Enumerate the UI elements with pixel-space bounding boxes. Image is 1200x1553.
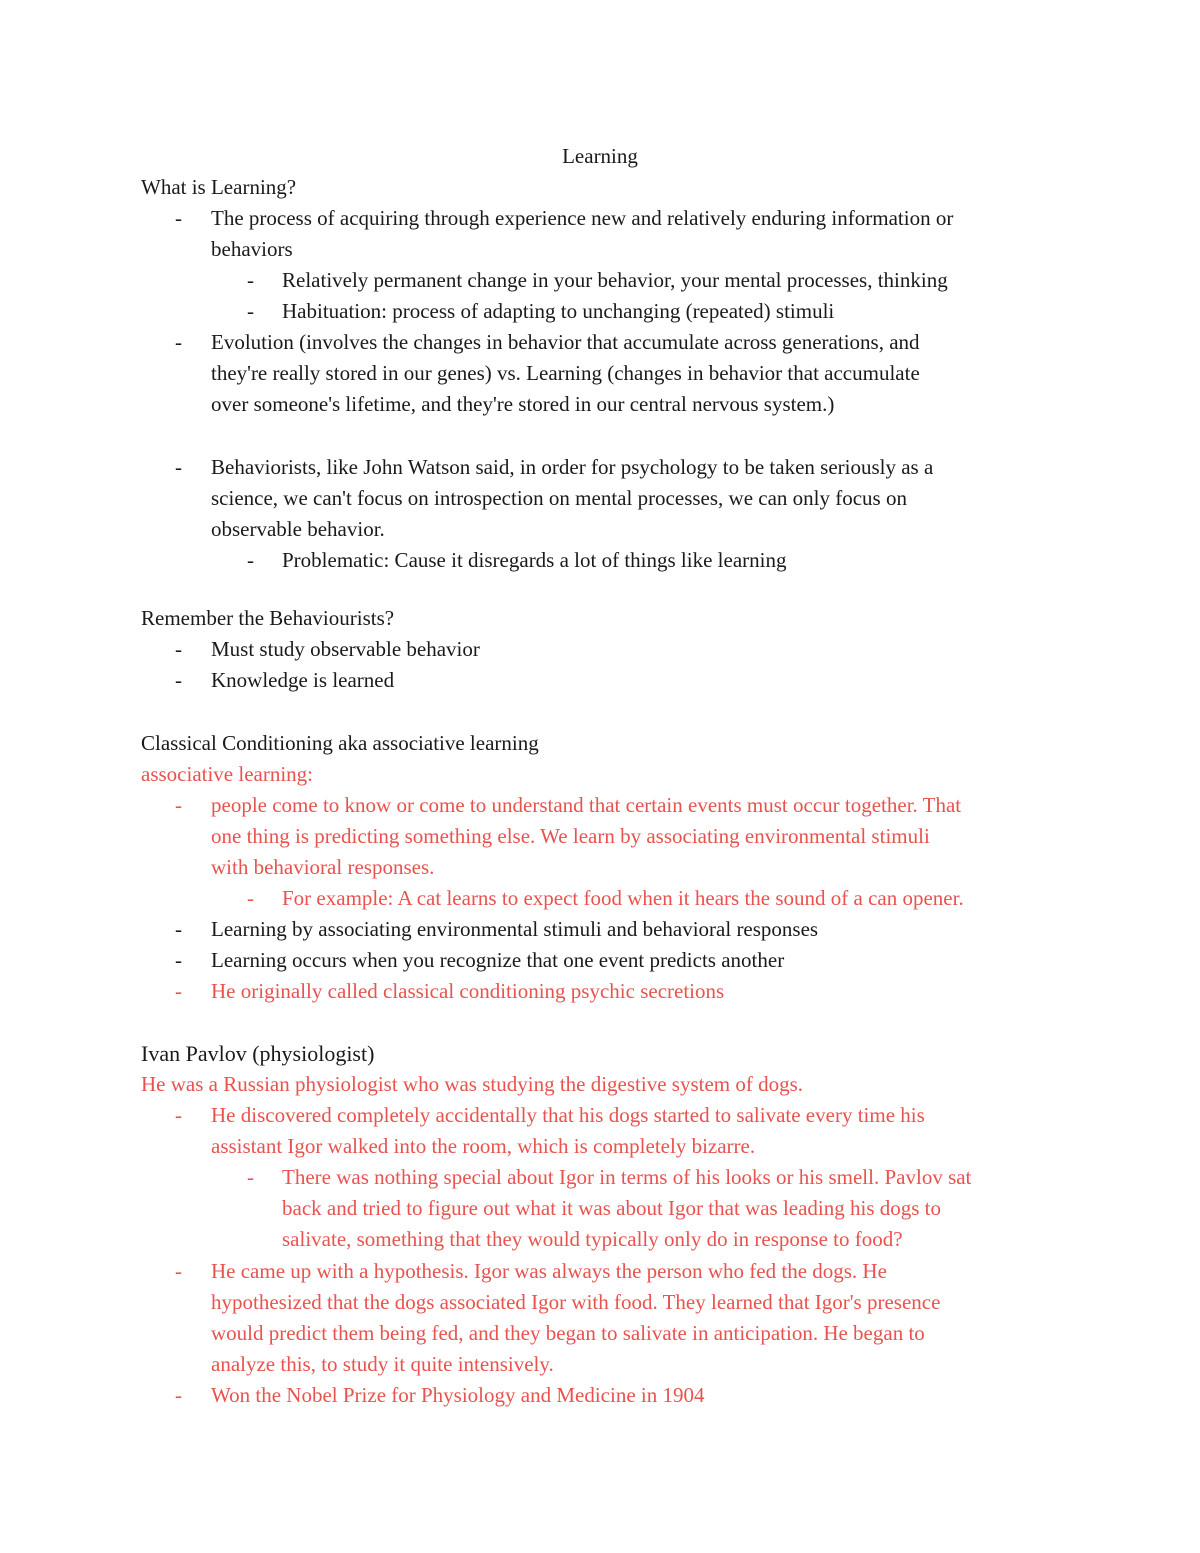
sub-bullet-dash: - xyxy=(247,268,254,292)
bullet-text: science, we can't focus on introspection on mental processes, we can only focus on xyxy=(211,486,907,510)
bullet-text: analyze this, to study it quite intensively. xyxy=(211,1352,554,1376)
bullet-dash: - xyxy=(175,1259,182,1283)
sub-bullet-text: Relatively permanent change in your behavior, your mental processes, thinking xyxy=(282,268,948,292)
bullet-text: hypothesized that the dogs associated Igor with food. They learned that Igor's presence xyxy=(211,1290,941,1314)
bullet-text: He came up with a hypothesis. Igor was always the person who fed the dogs. He xyxy=(211,1259,887,1283)
sub-bullet-dash: - xyxy=(247,1165,254,1189)
bullet-dash: - xyxy=(175,979,182,1003)
bullet-text: Knowledge is learned xyxy=(211,668,395,692)
bullet-dash: - xyxy=(175,793,182,817)
sub-bullet-dash: - xyxy=(247,548,254,572)
bullet-text: over someone's lifetime, and they're stored in our central nervous system.) xyxy=(211,392,835,416)
bullet-text: people come to know or come to understand that certain events must occur together. That xyxy=(211,793,962,817)
bullet-dash: - xyxy=(175,917,182,941)
sub-bullet-text: There was nothing special about Igor in terms of his looks or his smell. Pavlov sat xyxy=(282,1165,972,1189)
bullet-text: The process of acquiring through experience new and relatively enduring information or xyxy=(211,206,954,230)
bullet-text: He discovered completely accidentally that his dogs started to salivate every time his xyxy=(211,1103,925,1127)
bullet-text: Behaviorists, like John Watson said, in order for psychology to be taken seriously as a xyxy=(211,455,934,479)
bullet-dash: - xyxy=(175,330,182,354)
sub-bullet-dash: - xyxy=(247,299,254,323)
bullet-dash: - xyxy=(175,1103,182,1127)
bullet-text: assistant Igor walked into the room, which is completely bizarre. xyxy=(211,1134,756,1158)
bullet-text: would predict them being fed, and they began to salivate in anticipation. He began to xyxy=(211,1321,925,1345)
bullet-text: Must study observable behavior xyxy=(211,637,480,661)
subheading-associative-learning: associative learning: xyxy=(141,762,314,786)
bullet-dash: - xyxy=(175,455,182,479)
sub-bullet-text: For example: A cat learns to expect food when it hears the sound of a can opener. xyxy=(282,886,964,910)
sub-bullet-text: back and tried to figure out what it was about Igor that was leading his dogs to xyxy=(282,1196,942,1220)
bullet-text: Learning occurs when you recognize that one event predicts another xyxy=(211,948,785,972)
bullet-text: one thing is predicting something else. We learn by associating environmental stimuli xyxy=(211,824,930,848)
bullet-dash: - xyxy=(175,1383,182,1407)
section-heading-behaviourists: Remember the Behaviourists? xyxy=(141,606,395,630)
bullet-text: observable behavior. xyxy=(211,517,385,541)
bullet-text: Learning by associating environmental stimuli and behavioral responses xyxy=(211,917,819,941)
bullet-dash: - xyxy=(175,948,182,972)
sub-bullet-text: salivate, something that they would typically only do in response to food? xyxy=(282,1227,903,1251)
bullet-text: Evolution (involves the changes in behavior that accumulate across generations, and xyxy=(211,330,920,354)
document-title: Learning xyxy=(562,144,638,168)
section-heading-ivan-pavlov: Ivan Pavlov (physiologist) xyxy=(141,1041,375,1066)
section-heading-classical-conditioning: Classical Conditioning aka associative learning xyxy=(141,731,539,755)
bullet-dash: - xyxy=(175,668,182,692)
bullet-dash: - xyxy=(175,637,182,661)
section-heading-what-is-learning: What is Learning? xyxy=(141,175,297,199)
bullet-text: behaviors xyxy=(211,237,293,261)
bullet-text: with behavioral responses. xyxy=(211,855,435,879)
bullet-dash: - xyxy=(175,206,182,230)
intro-text: He was a Russian physiologist who was studying the digestive system of dogs. xyxy=(141,1072,804,1096)
sub-bullet-text: Habituation: process of adapting to unchanging (repeated) stimuli xyxy=(282,299,835,323)
bullet-text: they're really stored in our genes) vs. Learning (changes in behavior that accumulate xyxy=(211,361,920,385)
bullet-text: Won the Nobel Prize for Physiology and Medicine in 1904 xyxy=(211,1383,705,1407)
sub-bullet-dash: - xyxy=(247,886,254,910)
sub-bullet-text: Problematic: Cause it disregards a lot of things like learning xyxy=(282,548,787,572)
bullet-text: He originally called classical conditioning psychic secretions xyxy=(211,979,725,1003)
